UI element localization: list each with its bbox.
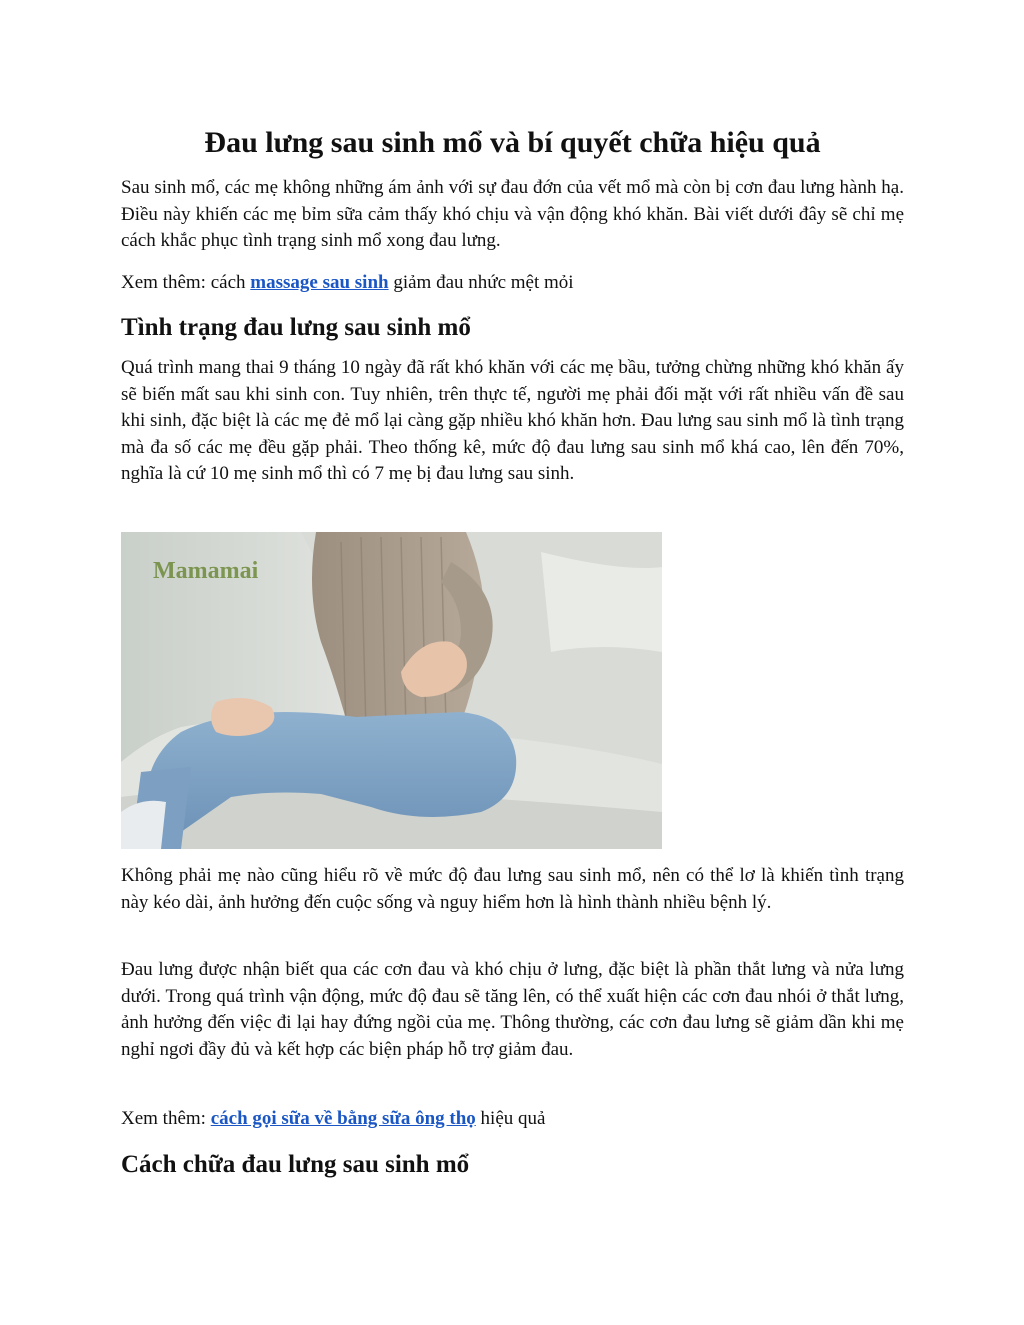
massage-link[interactable]: massage sau sinh — [250, 272, 389, 293]
see-also-line-2 — [121, 1106, 904, 1133]
section-heading-2: Cách chữa đau lưng sau sinh mổ — [121, 1151, 470, 1178]
article-title: Đau lưng sau sinh mổ và bí quyết chữa hiệu quả — [204, 126, 821, 159]
paragraph-1: Quá trình mang thai 9 tháng 10 ngày đã rất khó khăn với các mẹ bầu, tưởng chừng những khó khăn ấy sẽ biến mất sau khi sinh con. Tuy nhiên, trên thực tế, người mẹ phải đối mặt với rất nhiều vấn đề sau khi sinh, đặc biệt là các mẹ đẻ mổ lại càng gặp nhiều khó khăn hơn. Đau lưng sau sinh mổ là tình trạng mà đa số các mẹ đều gặp phải. Theo thống kê, mức độ đau lưng sau sinh mổ khá cao, lên đến 70%, nghĩa là cứ 10 mẹ sinh mổ thì có 7 mẹ bị đau lưng sau sinh. — [121, 357, 904, 484]
see-also-prefix: Xem thêm: — [121, 1108, 211, 1129]
paragraph-3: Đau lưng được nhận biết qua các cơn đau và khó chịu ở lưng, đặc biệt là phần thắt lưng và nửa lưng dưới. Trong quá trình vận động, mức độ đau sẽ tăng lên, có thể xuất hiện các cơn đau nhói ở thắt lưng, ảnh hưởng đến việc đi lại hay đứng ngồi của mẹ. Thông thường, các cơn đau lưng sẽ giảm dần khi mẹ nghỉ ngơi đầy đủ và kết hợp các biện pháp hỗ trợ giảm đau. — [121, 959, 904, 1060]
see-also-prefix: Xem thêm: cách — [121, 272, 251, 293]
see-also-line-1 — [121, 270, 904, 297]
see-also-suffix: giảm đau nhức mệt mỏi — [388, 272, 574, 293]
see-also-suffix: hiệu quả — [475, 1108, 546, 1129]
milk-link[interactable]: cách gọi sữa về bằng sữa ông thọ — [210, 1108, 476, 1129]
intro-paragraph: Sau sinh mổ, các mẹ không những ám ảnh với sự đau đớn của vết mổ mà còn bị cơn đau lưng hành hạ. Điều này khiến các mẹ bỉm sữa cảm thấy khó chịu và vận động khó khăn. Bài viết dưới đây sẽ chỉ mẹ cách khắc phục tình trạng sinh mổ xong đau lưng. — [121, 177, 904, 251]
photo-logo: Mamamai — [153, 558, 259, 584]
paragraph-2: Không phải mẹ nào cũng hiểu rõ về mức độ đau lưng sau sinh mổ, nên có thể lơ là khiến tình trạng này kéo dài, ảnh hưởng đến cuộc sống và nguy hiểm hơn là hình thành nhiều bệnh lý. — [121, 865, 904, 913]
back-pain-photo — [121, 532, 662, 849]
section-heading-1: Tình trạng đau lưng sau sinh mổ — [121, 314, 471, 341]
